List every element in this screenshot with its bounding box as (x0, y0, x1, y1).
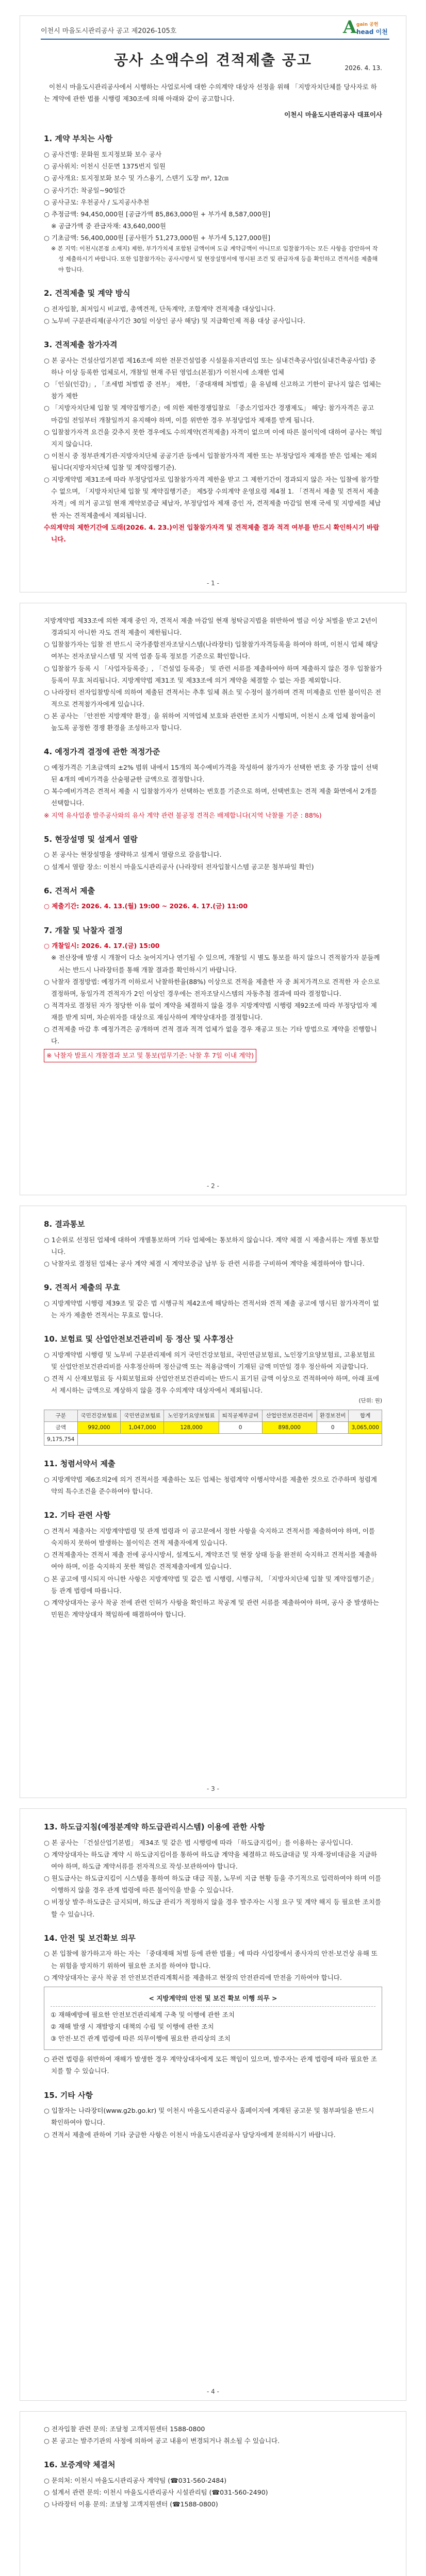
list-item: ○ 1순위로 선정된 업체에 대하여 개별통보하며 기타 업체에는 통보하지 않습니다. 계약 체결 시 제출서류는 개별 통보합니다. (44, 1235, 379, 1256)
section-13 (44, 1820, 382, 1920)
table-header: 퇴직공제부금비 (219, 1410, 262, 1421)
section-title: 12. 기타 관련 사항 (44, 1511, 111, 1520)
list-item: ○ 추정금액: 94,450,000원 [공급가액 85,863,000원 + 부가세 8,587,000원] (44, 210, 270, 218)
section-9 (44, 1281, 382, 1321)
section-title: 3. 견적제출 참가자격 (44, 340, 118, 350)
obligation-box (44, 1987, 382, 2050)
page-number: - 4 - (207, 2388, 219, 2395)
page-number: - 3 - (207, 1785, 219, 1792)
intro-text: 이천시 마을도시관리공사에서 시행하는 사업로서에 대한 수의계약 대상자 선정을 위해 「지방자치단체를 당사자로 하는 계약에 관한 법률 시행령 제30조에 의해 아래와 같이 공고합니다. (44, 83, 377, 103)
section-title: 2. 견적제출 및 계약 방식 (44, 289, 130, 298)
section-7 (44, 924, 382, 1062)
page-number: - 2 - (207, 1182, 219, 1190)
table-header: 노인장기요양보험료 (164, 1410, 219, 1421)
table-cell: 금액 (44, 1421, 78, 1433)
list-item: ○ 본 공사는 현장설명을 생략하고 설계서 열람으로 갈음합니다. (44, 851, 222, 859)
section-4 (44, 745, 382, 821)
section-title: 10. 보험료 및 산업안전보건관리비 등 정산 및 사후정산 (44, 1334, 234, 1344)
warning-text: ※ 지역 유사업종 발주공사와의 유사 계약 관련 불공정 견적은 배제합니다(지역 낙찰률 기준 : 88%) (44, 811, 322, 819)
section-16 (44, 2458, 382, 2510)
page-5 (20, 2411, 406, 2576)
section-title: 6. 견적서 제출 (44, 886, 95, 895)
section-12 (44, 1509, 382, 1620)
table-cell: 898,000 (262, 1421, 317, 1433)
list-item: ○ 본 공사는 「건설산업기본법」 제34조 및 같은 법 시행령에 따라 「하도급지킴이」를 이용하는 공사입니다. (44, 1838, 353, 1846)
logo-line1: gain 공헌 (356, 22, 379, 27)
section-3 (44, 338, 382, 545)
list-item: ○ 기초금액: 56,400,000원 [공사원가 51,273,000원 + 부가세 5,127,000원] (44, 234, 270, 242)
section-title: 9. 견적서 제출의 무효 (44, 1283, 120, 1293)
list-item: ○ 견적 시 산재보험료 등 사회보험료와 산업안전보건관리비는 반드시 표기된 금액 이상으로 견적하여야 하며, 아래 표에서 제시하는 금액으로 계상하지 않을 경우 수의계약 대상자에서 제외됩니다. (44, 1375, 380, 1395)
list-item: ○ 견적서 제출에 관하여 기타 궁금한 사항은 이천시 마을도시관리공사 담당자에게 문의하시기 바랍니다. (44, 2130, 336, 2139)
page-4 (20, 1808, 406, 2401)
list-item: ○ 적격자로 결정된 자가 정당한 이유 없이 계약을 체결하지 않을 경우 지방계약법 시행령 제92조에 따라 부정당업자 제재를 받게 되며, 차순위자를 대상으로 재심사하여 계약상대자를 결정합니다. (44, 1001, 377, 1021)
list-item: ○ 공사개요: 토지정보화 보수 및 가스용기, 스텐기 도장 m², 12㎝ (44, 174, 228, 182)
table-cell: 1,047,000 (121, 1421, 164, 1433)
list-item: ○ 지방계약법 시행령 제39조 및 같은 법 시행규칙 제42조에 해당하는 견적서와 견적 제출 공고에 명시된 참가자격이 없는 자가 제출한 견적서는 무효로 합니다. (44, 1299, 379, 1319)
list-item: ○ 공사기간: 착공일~90일간 (44, 186, 126, 194)
list-item: ○ 관련 법령을 위반하여 재해가 발생한 경우 계약상대자에게 모든 책임이 있으며, 발주자는 관계 법령에 따라 필요한 조치를 할 수 있습니다. (44, 2055, 377, 2075)
list-item: ○ 노무비 구분관리제(공사기간 30일 이상인 공사 해당) 및 지급확인제 적용 대상 공사입니다. (44, 317, 305, 325)
section-title: 4. 예정가격 결정에 관한 적정가준 (44, 747, 160, 757)
page-2 (20, 603, 406, 1195)
section-title: 8. 결과통보 (44, 1219, 85, 1229)
list-item: ○ 입찰참가 등록 시 「사업자등록증」, 「건설업 등록증」 및 관련 서류를 제출하여야 하며 제출하지 않은 경우 입찰참가 등록이 무효 처리됩니다. 지방계약법 제31조 및 제33조에 의거 계약을 체결할 수 없는 자를 제외합니다. (44, 664, 382, 684)
list-item: ※ 공급가액 중 관급자재: 43,640,000원 (51, 222, 166, 230)
list-item: ○ 계약상대자는 하도급 계약 시 하도급지킴이를 통하여 하도급 계약을 체결하고 하도급대금 및 자재·장비대금을 지급하여야 하며, 하도급 계약서류를 전자적으로 작성·보관하여야 합니다. (44, 1850, 378, 1870)
table-cell: 3,065,000 (349, 1421, 382, 1433)
section-title: 14. 안전 및 보건확보 의무 (44, 1933, 136, 1943)
section-title: 16. 보증계약 체결처 (44, 2460, 116, 2470)
submission-period: ○ 제출기간: 2026. 4. 13.(월) 19:00 ~ 2026. 4. 17.(금) 11:00 (44, 902, 248, 910)
box-line: ② 재해 발생 시 재발방지 대책의 수립 및 이행에 관한 조치 (51, 2023, 214, 2030)
page-header (20, 16, 406, 40)
table-cell: 992,000 (77, 1421, 121, 1433)
table-row (44, 1421, 382, 1433)
page-title: 공사 소액수의 견적제출 공고 (114, 52, 312, 69)
contact-item: ○ 나라장터 이용 문의: 조달청 고객지원센터 (☎1588-0800) (44, 2500, 218, 2509)
section-8 (44, 1217, 382, 1269)
list-item: ○ 설계서 열람 장소: 이천시 마을도시관리공사 (나라장터 전자입찰시스템 공고문 첨부파일 확인) (44, 862, 314, 871)
list-item: ○ 본 공사는 「안전한 지방계약 환경」을 위하여 지역업체 보호와 관련한 조치가 시행되며, 이천시 소재 업체 참여율이 높도록 공정한 경쟁 환경을 조성하고자 합니다. (44, 712, 375, 732)
box-title: < 지방계약의 안전 및 보건 확보 이행 의무 > (51, 1992, 375, 2007)
list-item: ○ 공사규모: 우천공사 / 도지공사추천 (44, 198, 150, 206)
logo-line2: head 이천 (356, 28, 388, 36)
notice-box: ※ 낙찰자 발표시 개찰결과 보고 및 통보(업무기준: 낙찰 후 7일 이내 계약) (44, 1049, 256, 1062)
opening-date: ○ 개찰일시: 2026. 4. 17.(금) 15:00 (44, 942, 160, 950)
box-line: ③ 안전·보건 관계 법령에 따른 의무이행에 필요한 관리상의 조치 (51, 2035, 231, 2043)
list-item: ○ 「지방자치단체 입찰 및 계약집행기준」에 의한 제한경쟁입찰로 「중소기업자간 경쟁제도」 해당: 참가자격은 공고 마감일 전일부터 개찰일까지 유지해야 하며, 이를 위반한 경우 부정당업자 제재를 받게 됩니다. (44, 404, 374, 424)
table-cell: 0 (317, 1421, 349, 1433)
list-item: ○ 지방계약법 시행령 및 노무비 구분관리제에 의거 국민건강보험료, 국민연금보험료, 노인장기요양보험료, 고용보험료 및 산업안전보건관리비를 사후정산하며 정산금액 또는 적용금액이 기재된 금액 미만일 경우 정산하여 지급합니다. (44, 1350, 375, 1370)
section-title: 1. 계약 부치는 사항 (44, 134, 113, 144)
list-item: ○ 공사건명: 문화원 토지정보화 보수 공사 (44, 150, 162, 159)
section-15 (44, 2089, 382, 2141)
section-title: 7. 개찰 및 낙찰자 결정 (44, 925, 123, 935)
content-1 (20, 81, 406, 545)
warning-text: 수의계약의 제한기간에 도래(2026. 4. 23.)이전 입찰참가자격 및 견적제출 결과 적격 여부를 반드시 확인하시기 바랍니다. (44, 523, 380, 543)
section-title: 5. 현장설명 및 설계서 열람 (44, 834, 138, 844)
table-header: 국민연금보험료 (121, 1410, 164, 1421)
section-14 (44, 1931, 382, 2077)
table-header: 국민건강보험료 (77, 1410, 121, 1421)
list-item: ○ 비정상 발주·하도급은 금지되며, 하도급 관리가 적정하지 않을 경우 발주자는 시정 요구 및 계약 해지 등 필요한 조치를 할 수 있습니다. (44, 1898, 381, 1918)
list-item: ※ 본 지역: 이천시(본점 소재지) 제한, 부가가치세 포함된 금액이며 도급 계약금액이 아니므로 입찰참가자는 모든 사항을 감안하여 작성 제출하시기 바랍니다. 또한 입찰참가자는 공사시방서 및 현장설명서에 명시된 조건 및 관급자재 등을 확인하고 견적서를 제출해야 합니다. (51, 245, 378, 273)
content-4 (20, 1809, 406, 2141)
table-cell: 9,175,754 (44, 1434, 78, 1446)
list-item: ○ 지방계약법 제6조의2에 의거 견적서를 제출하는 모든 업체는 청렴계약 이행서약서를 제출한 것으로 간주하며 청렴계약의 특수조건을 준수하여야 합니다. (44, 1476, 377, 1496)
table-header: 구분 (44, 1410, 78, 1421)
notice-date: 2026. 4. 13. (345, 64, 382, 72)
list-item: ○ 입찰참가자격 요건을 갖추지 못한 경우에도 수의계약(견적제출) 자격이 없으며 이에 따른 불이익에 대하여 공사는 책임지지 않습니다. (44, 428, 382, 448)
list-item: ○ 견적제출자는 견적서 제출 전에 공사시방서, 설계도서, 계약조건 및 현장 상태 등을 완전히 숙지하고 견적서를 제출하여야 하며, 이를 숙지하지 못한 책임은 견적제출자에게 있습니다. (44, 1551, 377, 1571)
list-item: ※ 전산장애 발생 시 개찰이 다소 늦어지거나 연기될 수 있으며, 개찰일 시 별도 통보를 하지 않으니 견적참가자 분들께서는 반드시 나라장터를 통해 개찰 결과를 확인하시기 바랍니다. (51, 954, 380, 974)
list-item: ○ 입찰자는 나라장터(www.g2b.go.kr) 및 이천시 마을도시관리공사 홈페이지에 게재된 공고문 및 첨부파일을 반드시 확인하여야 합니다. (44, 2107, 374, 2127)
list-item: ○ 계약상대자는 공사 착공 전 안전보건관리계획서를 제출하고 현장의 안전관리에 만전을 기하여야 합니다. (44, 1973, 342, 1981)
contact-item: ○ 설계서 관련 문의: 이천시 마을도시관리공사 시설관리팀 (☎031-560-2490) (44, 2488, 268, 2497)
section-6 (44, 884, 382, 912)
list-item: ○ 본 입찰에 참가하고자 하는 자는 「중대재해 처벌 등에 관한 법률」에 따라 사업장에서 종사자의 안전·보건상 유해 또는 위험을 방지하기 위하여 필요한 조치를 하여야 합니다. (44, 1950, 378, 1970)
section-5 (44, 833, 382, 873)
table-cell: 128,000 (164, 1421, 219, 1433)
list-item: ○ 지방계약법 제31조에 따라 부정당업자로 입찰참가자격 제한을 받고 그 제한기간이 경과되지 않은 자는 입찰에 참가할 수 없으며, 「지방자치단체 입찰 및 계약집행기준」 제5장 수의계약 운영요령 제4절 1. 「견적서 제출 및 견적서 제출자격」에 의거 공고일 현재 계약보증금 체납자, 부정당업자 제재 중인 자, 견적제출 마감일 현재 국세 및 지방세를 체납한 자는 견적제출에서 제외됩니다. (44, 476, 381, 519)
list-item: ○ 본 공사는 건설산업기본법 제16조에 의한 전문건설업종 시설물유지관리업 또는 실내건축공사업(실내건축공사업) 중 하나 이상 등록한 업체로서, 개찰일 현재 주된 영업소(본점)가 이천시에 소재한 업체 (44, 356, 376, 377)
list-item: ○ 복수예비가격은 견적서 제출 시 입찰참가자가 선택하는 번호를 기준으로 하며, 선택번호는 견적 제출 화면에서 2개를 선택합니다. (44, 787, 377, 807)
list-item: ○ 공사위치: 이천시 신둔면 1375번지 일원 (44, 162, 166, 171)
table-header: 산업안전보건관리비 (262, 1410, 317, 1421)
content-3 (20, 1206, 406, 1620)
page-number: - 1 - (207, 580, 219, 587)
section-10 (44, 1332, 382, 1446)
list-item: ○ 전자입찰, 최저입시 비교법, 총액견적, 단독계약, 조합계약 견적제출 대상입니다. (44, 304, 275, 313)
list-item: ○ 견적제출 마감 후 예정가격은 공개하며 견적 결과 적격 업체가 없을 경우 재공고 또는 기타 방법으로 계약을 진행합니다. (44, 1025, 377, 1045)
company-logo (343, 19, 389, 38)
section-1 (44, 132, 382, 275)
list-item: ○ 전자입찰 관련 문의: 조달청 고객지원센터 1588-0800 (44, 2425, 205, 2433)
table-header: 환경보전비 (317, 1410, 349, 1421)
author-line: 이천시 마을도시관리공사 대표이사 (284, 111, 382, 119)
page-3 (20, 1206, 406, 1798)
table-header-row (44, 1410, 382, 1421)
logo-letter: A (343, 17, 357, 38)
section-title: 13. 하도급지침(예정분계약 하도급관리시스템) 이용에 관한 사항 (44, 1822, 265, 1832)
list-item: ○ 이천시 중 정부관계기관·지방자치단체 공공기관 등에서 입찰참가자격 제한 또는 부정당업자 제재를 받은 업체는 제외됩니다(지방자치단체 입찰 및 계약집행기준). (44, 451, 378, 472)
list-item: ○ 계약상대자는 공사 착공 전에 관련 인허가 사항을 확인하고 착공계 및 관련 서류를 제출하여야 하며, 공사 중 발생하는 민원은 계약상대자 책임하에 해결하여야 합니다. (44, 1598, 379, 1618)
section-2 (44, 286, 382, 327)
table-unit: (단위: 원) (358, 1398, 382, 1404)
list-item: 지방계약법 제33조에 의한 제재 중인 자, 견적서 제출 마감일 현재 청탁금지법을 위반하여 벌금 이상 처벌을 받고 2년이 경과되지 아니한 자도 견적 제출이 제한됩니다. (44, 617, 378, 637)
box-line: ① 재해예방에 필요한 안전보건관리체계 구축 및 이행에 관한 조치 (51, 2010, 235, 2019)
list-item: ○ 본 공고에 명시되지 아니한 사항은 지방계약법 및 같은 법 시행령, 시행규칙, 「지방자치단체 입찰 및 계약집행기준」 등 관계 법령에 따릅니다. (44, 1574, 378, 1595)
content-2 (20, 603, 406, 1062)
page-1 (20, 15, 406, 592)
table-row (44, 1434, 382, 1446)
list-item: ○ 원도급사는 하도급지킴이 시스템을 통하여 하도급 대금 직불, 노무비 지급 현황 등을 주기적으로 입력하여야 하며 이를 이행하지 않을 경우 관계 법령에 따른 불이익을 받을 수 있습니다. (44, 1874, 382, 1894)
table-header: 합계 (349, 1410, 382, 1421)
table-cell: 0 (219, 1421, 262, 1433)
list-item: ○ 「인실(인감)」, 「조세범 처벌법 중 전부」 제한, 「중대재해 처벌법」을 유념해 신고하고 기한이 끝나지 않은 업체는 참가 제한 (44, 380, 382, 400)
section-11 (44, 1457, 382, 1497)
list-item: ○ 본 공고는 발주기관의 사정에 의하여 공고 내용이 변경되거나 취소될 수 있습니다. (44, 2437, 280, 2445)
notice-number: 이천시 마을도시관리공사 공고 제2026-105호 (41, 27, 177, 35)
content-5 (20, 2412, 406, 2510)
table-cell (77, 1434, 382, 1446)
list-item: ○ 견적서 제출자는 지방계약법령 및 관계 법령과 이 공고문에서 정한 사항을 숙지하고 견적서를 제출하여야 하며, 이를 숙지하지 못하여 발생하는 불이익은 견적 제출자에게 있습니다. (44, 1527, 375, 1547)
insurance-table (44, 1410, 382, 1446)
list-item: ○ 입찰참가자는 입찰 전 반드시 국가종합전자조달시스템(나라장터) 입찰참가자격등록을 하여야 하며, 이천시 업체 해당 여부는 전자조달시스템 및 지역 업종 등록 정보를 기준으로 확인합니다. (44, 640, 378, 660)
list-item: ○ 예정가격은 기초금액의 ±2% 범위 내에서 15개의 복수예비가격을 작성하여 참가자가 선택한 번호 중 가장 많이 선택된 4개의 예비가격을 산술평균한 금액으로 결정합니다. (44, 764, 379, 784)
contact-item: ○ 문의처: 이천시 마을도시관리공사 계약팀 (☎031-560-2484) (44, 2477, 227, 2484)
header-divider (41, 39, 389, 40)
section-title: 15. 기타 사항 (44, 2090, 93, 2100)
list-item: ○ 낙찰자로 결정된 업체는 공사 계약 체결 시 계약보증금 납부 등 관련 서류를 구비하여 계약을 체결하여야 합니다. (44, 1260, 365, 1267)
section-title: 11. 청렴서약서 제출 (44, 1459, 116, 1469)
list-item: ○ 나라장터 전자입찰방식에 의하여 제출된 견적서는 추후 일체 취소 및 수정이 불가하며 견적 미제출로 인한 불이익은 전적으로 견적참가자에게 있습니다. (44, 688, 382, 708)
list-item: ○ 낙찰자 결정방법: 예정가격 이하로서 낙찰하한율(88%) 이상으로 견적을 제출한 자 중 최저가격으로 견적한 자 순으로 결정하며, 동일가격 견적자가 2인 이상인 경우에는 전자조달시스템의 자동추첨 결과에 따라 결정합니다. (44, 977, 380, 997)
